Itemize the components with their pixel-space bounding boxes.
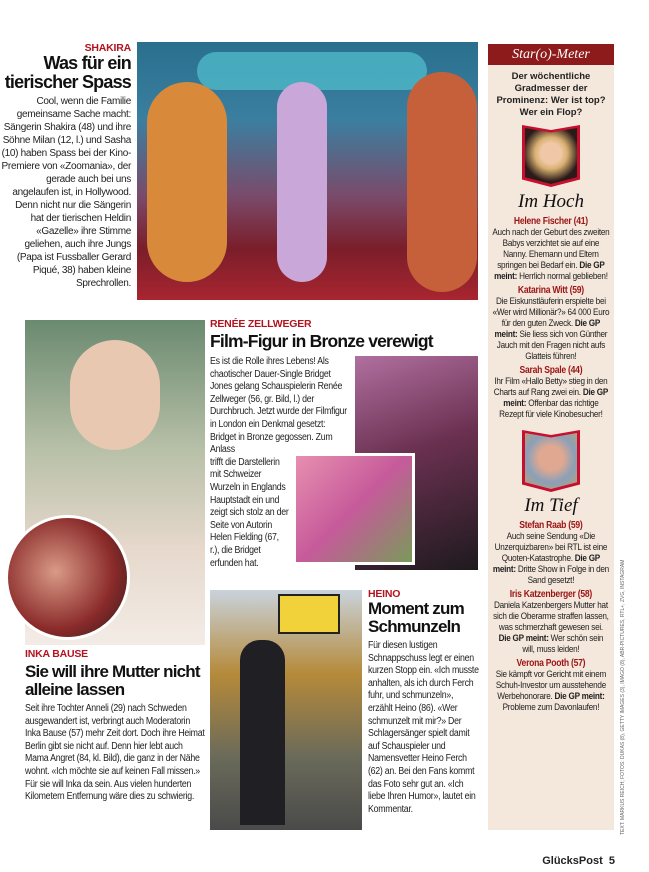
verdict: Wer schön sein will, muss leiden!	[522, 633, 604, 655]
headline: Was für ein tierischer Spass	[4, 53, 131, 92]
meter-entry	[492, 520, 610, 586]
gp-label: Die GP meint:	[554, 691, 605, 702]
gp-label: Die GP meint:	[494, 260, 605, 282]
page-number: 5	[608, 855, 615, 867]
bause-article	[25, 648, 207, 804]
verdict: Offenbar das richtige Rezept für viele Kinobesucher!	[499, 398, 603, 420]
celebrity-name: Helene Fischer (41)	[513, 216, 588, 227]
star-o-meter-box	[488, 44, 614, 830]
helene-fischer-portrait	[522, 125, 580, 187]
meter-entry	[492, 365, 610, 420]
meter-entry	[492, 216, 610, 282]
kicker: HEINO	[368, 588, 401, 600]
hoch-list	[492, 216, 610, 420]
kicker: RENÉE ZELLWEGER	[210, 318, 312, 330]
zootopia-premiere-photo	[137, 42, 478, 300]
verdict: Dritte Show in Folge in den Sand gesetzt!	[517, 564, 609, 586]
celebrity-name: Sarah Spale (44)	[519, 365, 583, 376]
verdict: Probleme zum Davonlaufen!	[502, 702, 600, 713]
entry-text: Sie kämpft vor Gericht mit einem Schuh-Investor um ausstehende Werbehonorare.	[495, 669, 607, 702]
zellweger-article	[210, 318, 480, 350]
entry-text: Ihr Film «Hallo Betty» stieg in den Charts auf Rang zwei ein.	[493, 376, 608, 398]
meter-title: Star(o)-Meter	[488, 44, 614, 65]
entry-text: Daniela Katzenbergers Mutter hat sich die Oberarme straffen lassen, was schmerzhaft gewesen sei.	[493, 600, 609, 633]
celebrity-name: Katarina Witt (59)	[517, 285, 584, 296]
heino-article	[368, 588, 480, 816]
gp-label: Die GP meint:	[503, 387, 609, 409]
mother-inset-photo	[5, 515, 130, 640]
meter-entry	[492, 285, 610, 362]
gp-label: Die GP meint:	[498, 633, 549, 644]
kicker: INKA BAUSE	[25, 648, 88, 660]
verdict: Herrlich normal geblieben!	[519, 271, 608, 282]
headline: Moment zum Schmunzeln	[368, 599, 464, 636]
entry-text: Auch nach der Geburt des zweiten Babys verzichtet sie auf eine Nanny. Ehemann und Eltern springen bei Bedarf ein.	[492, 227, 610, 271]
photo-credits: TEXT: MARKUS REICH; FOTOS: DUKAS (8), GETTY IMAGES (3), IMAGO (8), ABR-PICTURES, RTL+, ZVG, INSTAGRAM	[620, 559, 626, 835]
bridget-statue-photo	[293, 453, 415, 565]
entry-text: Auch seine Sendung «Die Unzerquizbaren» bei RTL ist eine Quoten-Katastrophe.	[494, 531, 608, 564]
celebrity-name: Stefan Raab (59)	[519, 520, 583, 531]
article-body-cont: trifft die Darstellerin mit Schweizer Wurzeln in Englands Hauptstadt ein und zeigt sich stolz an der Seite von Autorin Helen Fielding (67, r.), die Bridget erfunden hat.	[210, 456, 289, 569]
article-body: Cool, wenn die Familie gemeinsame Sache macht: Sängerin Shakira (48) und ihre Söhne Milan (12, l.) und Sasha (10) haben Spass bei der Kino-Premiere von «Zoomania», der gerade auch bei uns angelaufen ist, in Hollywood. Denn nicht nur die Sängerin hat der tierischen Heldin «Gazelle» ihre Stimme geliehen, auch ihre Jungs (Papa ist Fussballer Gerard Piqué, 38) haben kleine Sprechrollen.	[1, 96, 131, 289]
kicker: SHAKIRA	[84, 42, 131, 54]
meter-intro: Der wöchentliche Gradmesser der Prominenz: Wer ist top? Wer ein Flop?	[496, 71, 606, 118]
article-body: Seit ihre Tochter Anneli (29) nach Schweden ausgewandert ist, verbringt auch Moderatorin Inka Bause (57) mehr Zeit dort. Doch ihre Heimat Berlin gibt sie nicht auf. Denn hier lebt auch Mama Angret (84, kl. Bild), die ganz in der Nähe wohnt. «Ich möchte sie auf keinen Fall missen.» Für sie will Inka da sein. Aus vielen hunderten Kilometern Entfernung wäre dies zu schwierig.	[25, 703, 205, 803]
celebrity-name: Verona Pooth (57)	[516, 658, 586, 669]
headline: Film-Figur in Bronze verewigt	[210, 331, 433, 351]
meter-entry	[492, 658, 610, 713]
gp-label: Die GP meint:	[492, 553, 601, 575]
shakira-article	[0, 42, 131, 290]
magazine-name: GlücksPost	[542, 855, 603, 867]
tief-list	[492, 520, 610, 713]
heino-photo	[210, 590, 362, 830]
im-tief-title: Im Tief	[524, 495, 578, 516]
article-body: Es ist die Rolle ihres Lebens! Als chaotischer Dauer-Single Bridget Jones gelang Schauspielerin Renée Zellweger (56, gr. Bild, l.) der Durchbruch. Jetzt wurde der Filmfigur in London ein Denkmal gesetzt: Bridget in Bronze gegossen. Zum Anlass	[210, 356, 347, 456]
gp-label: Die GP meint:	[494, 318, 601, 340]
meter-entry	[492, 589, 610, 655]
stefan-raab-portrait	[522, 430, 580, 492]
headline: Sie will ihre Mutter nicht alleine lassen	[25, 662, 200, 699]
page-footer	[542, 855, 615, 867]
verdict: Sie liess sich von Günther Jauch mit den Fragen nicht aufs Glatteis führen!	[496, 329, 608, 362]
im-hoch-title: Im Hoch	[518, 191, 584, 212]
article-body: Für diesen lustigen Schnappschuss legt er einen kurzen Stopp ein. «Ich musste anhalten, als ich durch Ferch fuhr, und schmunzeln», erzählt Heino (86). «Wer schmunzelt mit mir?» Der Schlagersänger spielt damit auf Schauspieler und Namensvetter Heino Ferch (62) an. Bei den Fans kommt das Foto sehr gut an. «Ich liebe Ihren Humor», lautet ein Kommentar.	[368, 640, 479, 815]
celebrity-name: Iris Katzenberger (58)	[509, 589, 593, 600]
entry-text: Die Eiskunstläuferin erspielte bei «Wer wird Millionär?» 64 000 Euro für den guten Zweck.	[492, 296, 610, 329]
